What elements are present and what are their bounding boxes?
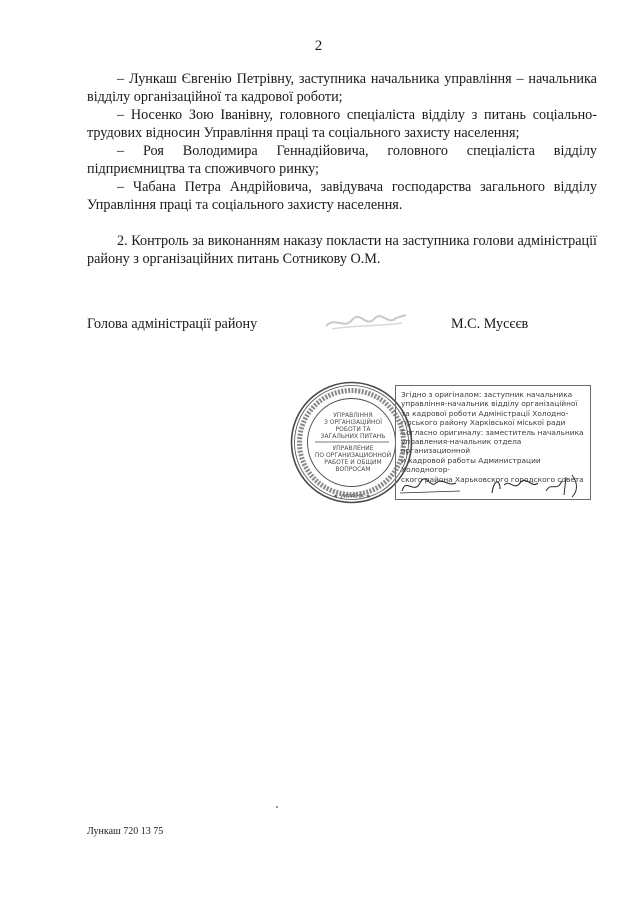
certification-box [395, 385, 591, 500]
certification-line: Згідно з оригіналом: заступник начальника [401, 390, 573, 399]
certification-line: управления-начальник отдела организационной [401, 437, 522, 456]
certification-signatures [396, 469, 592, 499]
certification-line: управління-начальник відділу організаційної [401, 399, 578, 409]
seal-line: РАБОТЕ И ОБЩИМ [324, 459, 382, 466]
footer-note: Лункаш 720 13 75 [87, 826, 164, 837]
paragraph-control: 2. Контроль за виконанням наказу покласти на заступника голови адміністрації району з організаційних питань Сотникову О.М. [87, 233, 597, 267]
signature-row [87, 316, 597, 336]
stamp-area [287, 380, 597, 510]
signatory-name: М.С. Мусєєв [451, 316, 529, 332]
certification-line: Согласно оригиналу: заместитель начальника [401, 427, 584, 437]
paragraph-chaban: – Чабана Петра Андрійовича, завідувача господарства загального відділу Управління праці та соціального захисту населення. [87, 179, 597, 213]
paragraph-lunkash: – Лункаш Євгенію Петрівну, заступника начальника управління – начальника відділу організаційної та кадрової роботи; [87, 71, 597, 105]
paragraph-roy: – Роя Володимира Геннадійовича, головного спеціаліста відділу підприємництва та споживчого ринку; [87, 143, 597, 177]
certification-line: и кадровой работы Администрации Холодногор- [401, 455, 541, 475]
seal-line: УПРАВЛІННЯ [333, 412, 373, 419]
signatory-position: Голова адміністрації району [87, 316, 258, 332]
page-number: 2 [314, 38, 323, 54]
certification-line: ского района Харьковского городского совета [401, 474, 584, 484]
seal-line: ПО ОРГАНИЗАЦИОННОЙ [314, 452, 392, 459]
seal-line: УПРАВЛЕНИЕ [332, 445, 374, 452]
handwritten-signature-faint [322, 310, 412, 334]
seal-line: ВОПРОСАМ [335, 466, 371, 473]
seal-line: РОБОТИ ТА [335, 426, 371, 433]
seal-line: З ОРГАНІЗАЦІЙНОЇ [323, 419, 383, 426]
certification-line: гірського району Харківської міської ради [401, 418, 566, 428]
document-body [87, 70, 597, 268]
paragraph-nosenko: – Носенко Зою Іванівну, головного спеціаліста відділу з питань соціально-трудових відносин Управління праці та соціального захисту населення; [87, 107, 597, 141]
certification-line: та кадрової роботи Адміністрації Холодно- [401, 408, 569, 418]
seal-line: ЗАГАЛЬНИХ ПИТАНЬ [320, 433, 386, 440]
speck [276, 806, 278, 808]
seal-bottom-text: ★ УКРАЇНА ★ [333, 494, 371, 500]
